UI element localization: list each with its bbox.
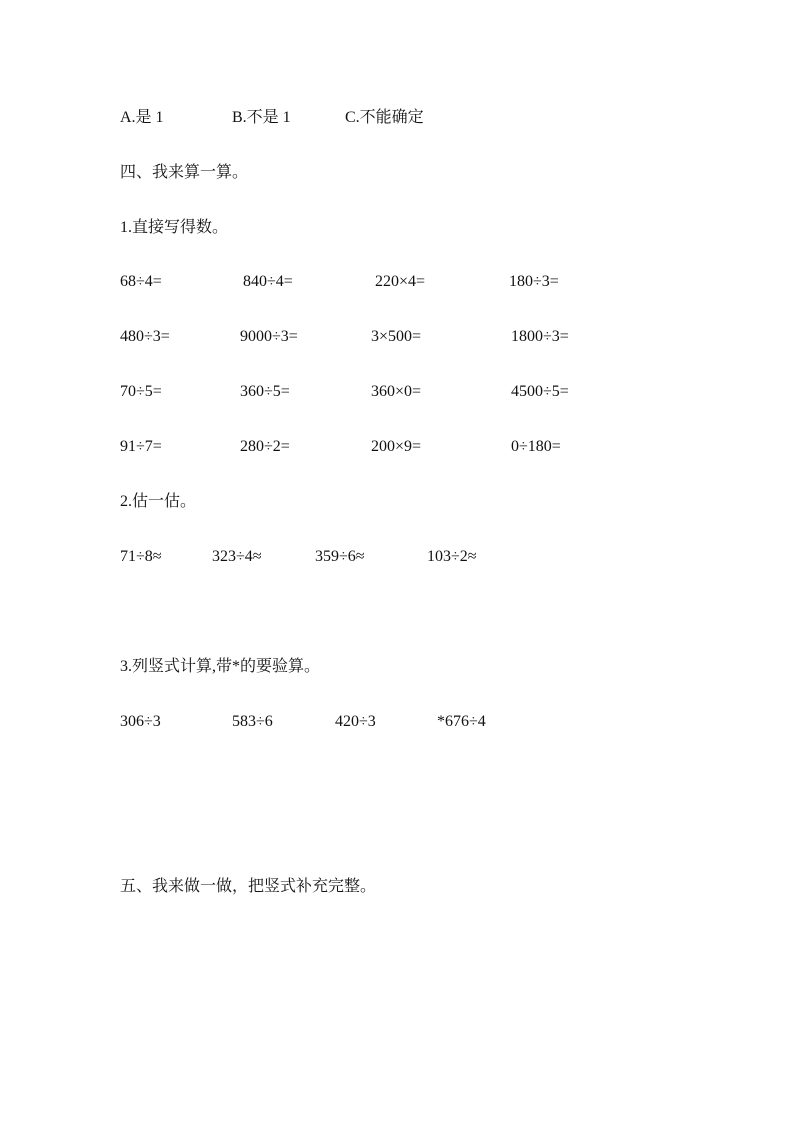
calc-item: 280÷2= [240, 438, 290, 455]
estimate-item: 359÷6≈ [315, 548, 365, 565]
option-c: C.不能确定 [345, 109, 424, 126]
estimate-item: 323÷4≈ [212, 548, 262, 565]
section-5-title-text: 五、我来做一做，把竖式补充完整。 [120, 878, 377, 895]
calc-item: 68÷4= [120, 273, 162, 290]
section-4-title-text: 四、我来算一算。 [120, 164, 249, 181]
calc-item: 360÷5= [240, 383, 290, 400]
vertical-calc-item: 306÷3 [120, 713, 161, 730]
estimate-item: 71÷8≈ [120, 548, 162, 565]
option-b: B.不是 1 [232, 109, 291, 126]
calc-item: 9000÷3= [240, 328, 298, 345]
calc-item: 480÷3= [120, 328, 170, 345]
part-1-title-text: 1.直接写得数。 [120, 219, 229, 236]
part-3-title-text: 3.列竖式计算,带*的要验算。 [120, 658, 321, 675]
part-2-title-text: 2.估一估。 [120, 493, 197, 510]
calc-item: 1800÷3= [511, 328, 569, 345]
calc-item: 200×9= [371, 438, 422, 455]
vertical-calc-item: 420÷3 [335, 713, 376, 730]
calc-item: 91÷7= [120, 438, 162, 455]
calc-item: 840÷4= [243, 273, 293, 290]
calc-item: 180÷3= [509, 273, 559, 290]
calc-item: 220×4= [375, 273, 426, 290]
calc-item: 70÷5= [120, 383, 162, 400]
calc-item: 4500÷5= [511, 383, 569, 400]
calc-item: 3×500= [371, 328, 422, 345]
vertical-calc-item: *676÷4 [437, 713, 486, 730]
calc-item: 360×0= [371, 383, 422, 400]
option-a: A.是 1 [120, 109, 164, 126]
calc-item: 0÷180= [511, 438, 561, 455]
vertical-calc-item: 583÷6 [232, 713, 273, 730]
estimate-item: 103÷2≈ [427, 548, 477, 565]
